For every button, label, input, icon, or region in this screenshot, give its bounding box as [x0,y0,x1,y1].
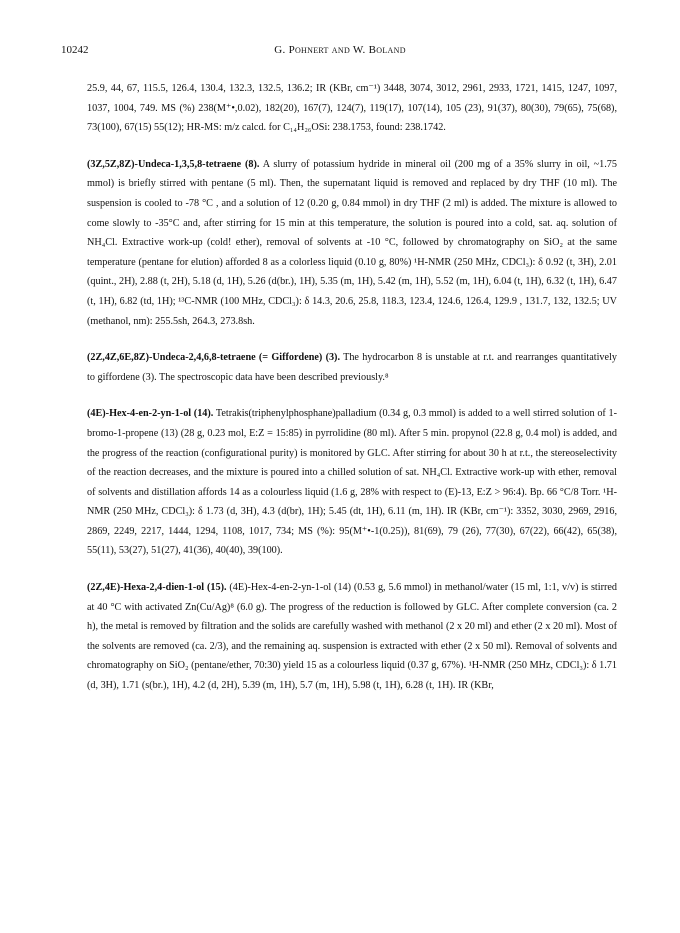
paragraph-undecatetraene-8 [87,155,617,331]
paragraph-gap [87,387,617,404]
paragraph-gap [87,561,617,578]
paragraph-text: A slurry of potassium hydride in mineral oil (200 mg of a 35% slurry in oil, ~1.75 mmol) is briefly stirred with pentane (5 ml). Then, the supernatant liquid is removed and replaced by dry THF (10 ml). The suspension is cooled to -78 °C , and a solution of 12 (0.20 g, 0.84 mmol) in dry THF (2 ml) is added. The mixture is allowed to come slowly to -35°C and, after stirring for 15 min at this temperature, the solution is poured into a cold, sat. aq. solution of NH₄Cl. Extractive work-up (cold! ether), removal of solvents at -10 °C, followed by chromatography on SiO₂ at the same temperature (pentane for elution) afforded 8 as a colorless liquid (0.10 g, 80%) ¹H-NMR (250 MHz, CDCl₃): δ 0.92 (t, 3H), 2.01 (quint., 2H), 2.88 (t, 2H), 5.18 (d, 1H), 5.26 (d(br.), 1H), 5.35 (m, 1H), 5.42 (m, 1H), 5.52 (m, 1H), 6.04 (t, 1H), 6.32 (t, 1H), 6.47 (t, 1H), 6.82 (td, 1H); ¹³C-NMR (100 MHz, CDCl₃): δ 14.3, 20.6, 25.8, 118.3, 123.4, 124.6, 126.4, 129.9 , 131.7, 132, 132.5; UV (methanol, nm): 255.5sh, 264.3, 273.8sh. [87,158,617,327]
paragraph-hexenynol-14 [87,404,617,561]
paragraph-text: (4E)-Hex-4-en-2-yn-1-ol (14) (0.53 g, 5.6 mmol) in methanol/water (15 ml, 1:1, v/v) is stirred at 40 °C with activated Zn(Cu/Ag)⁸ (6.0 g). The progress of the reduction is followed by GLC. After complete conversion (ca. 2 h), the metal is removed by filtration and the solids are carefully washed with methanol (2 x 20 ml) and ether (2 x 20 ml). Most of the solvents are removed (ca. 2/3), and the remaining aq. suspension is extracted with ether (2 x 50 ml). Removal of solvents and chromatography on SiO₂ (pentane/ether, 70:30) yield 15 as a colourless liquid (0.37 g, 67%). ¹H-NMR (250 MHz, CDCl₃): δ 1.71 (d, 3H), 1.71 (s(br.), 1H), 4.2 (d, 2H), 5.39 (m, 1H), 5.7 (m, 1H), 5.98 (t, 1H), 6.28 (t, 1H). IR (KBr, [87,582,617,692]
compound-heading: (2Z,4E)-Hexa-2,4-dien-1-ol (15). [87,582,227,594]
article-body [87,79,617,696]
paragraph-gap [87,138,617,155]
page-number: 10242 [61,44,89,56]
paragraph-text: Tetrakis(triphenylphosphane)palladium (0.34 g, 0.3 mmol) is added to a well stirred solution of 1-bromo-1-propene (13) (28 g, 0.23 mol, E:Z = 15:85) in pyrrolidine (80 ml). After 5 min. propynol (22.8 g, 0.4 mol) is added, and the progress of the reaction (configurational purity) is monitored by GLC. After stirring for about 30 h at r.t., the stereoselectivity of the reaction decreases, and the mixture is poured into a chilled solution of sat. NH₄Cl. Extractive work-up with ether, removal of solvents and distillation affords 14 as a colourless liquid (1.6 g, 28% with respect to (E)-13, E:Z > 96:4). Bp. 66 °C/8 Torr. ¹H-NMR (250 MHz, CDCl₃): δ 1.73 (d, 3H), 4.3 (d(br), 1H); 5.45 (dt, 1H), 6.11 (m, 1H). IR (KBr, cm⁻¹): 3352, 3030, 2969, 2916, 2869, 2249, 2217, 1444, 1294, 1108, 1017, 734; MS (%): 95(M⁺•-1(0.25)), 81(69), 79 (26), 77(30), 67(22), 66(42), 65(38), 55(11), 53(27), 51(27), 41(36), 40(40), 39(100). [87,408,617,557]
paragraph-giffordene-3 [87,348,617,387]
running-head [61,44,619,60]
paragraph-text: 25.9, 44, 67, 115.5, 126.4, 130.4, 132.3, 132.5, 136.2; IR (KBr, cm⁻¹) 3448, 3074, 3012, 2961, 2933, 1721, 1415, 1247, 1097, 1037, 1004, 749. MS (%) 238(M⁺•,0.02), 182(20), 167(7), 124(7), 119(17), 107(14), 105 (23), 91(37), 80(30), 79(65), 75(68), 73(100), 67(15) 55(12); HR-MS: m/z calcd. for C₁₄H₂₆OSi: 238.1753, found: 238.1742. [87,83,617,134]
paragraph-hexadienol-15 [87,578,617,696]
paragraph-text: The hydrocarbon 8 is unstable at r.t. and rearranges quantitatively to giffordene (3). The spectroscopic data have been described previously.⁸ [87,352,617,383]
compound-heading: (4E)-Hex-4-en-2-yn-1-ol (14). [87,408,214,420]
compound-heading: (3Z,5Z,8Z)-Undeca-1,3,5,8-tetraene (8). [87,158,260,170]
compound-heading: (2Z,4Z,6E,8Z)-Undeca-2,4,6,8-tetraene (= Giffordene) (3). [87,352,340,364]
paragraph-gap [87,331,617,348]
running-head-authors: G. Pohnert and W. Boland [274,44,406,56]
paragraph-spectral-data-continued [87,79,617,138]
